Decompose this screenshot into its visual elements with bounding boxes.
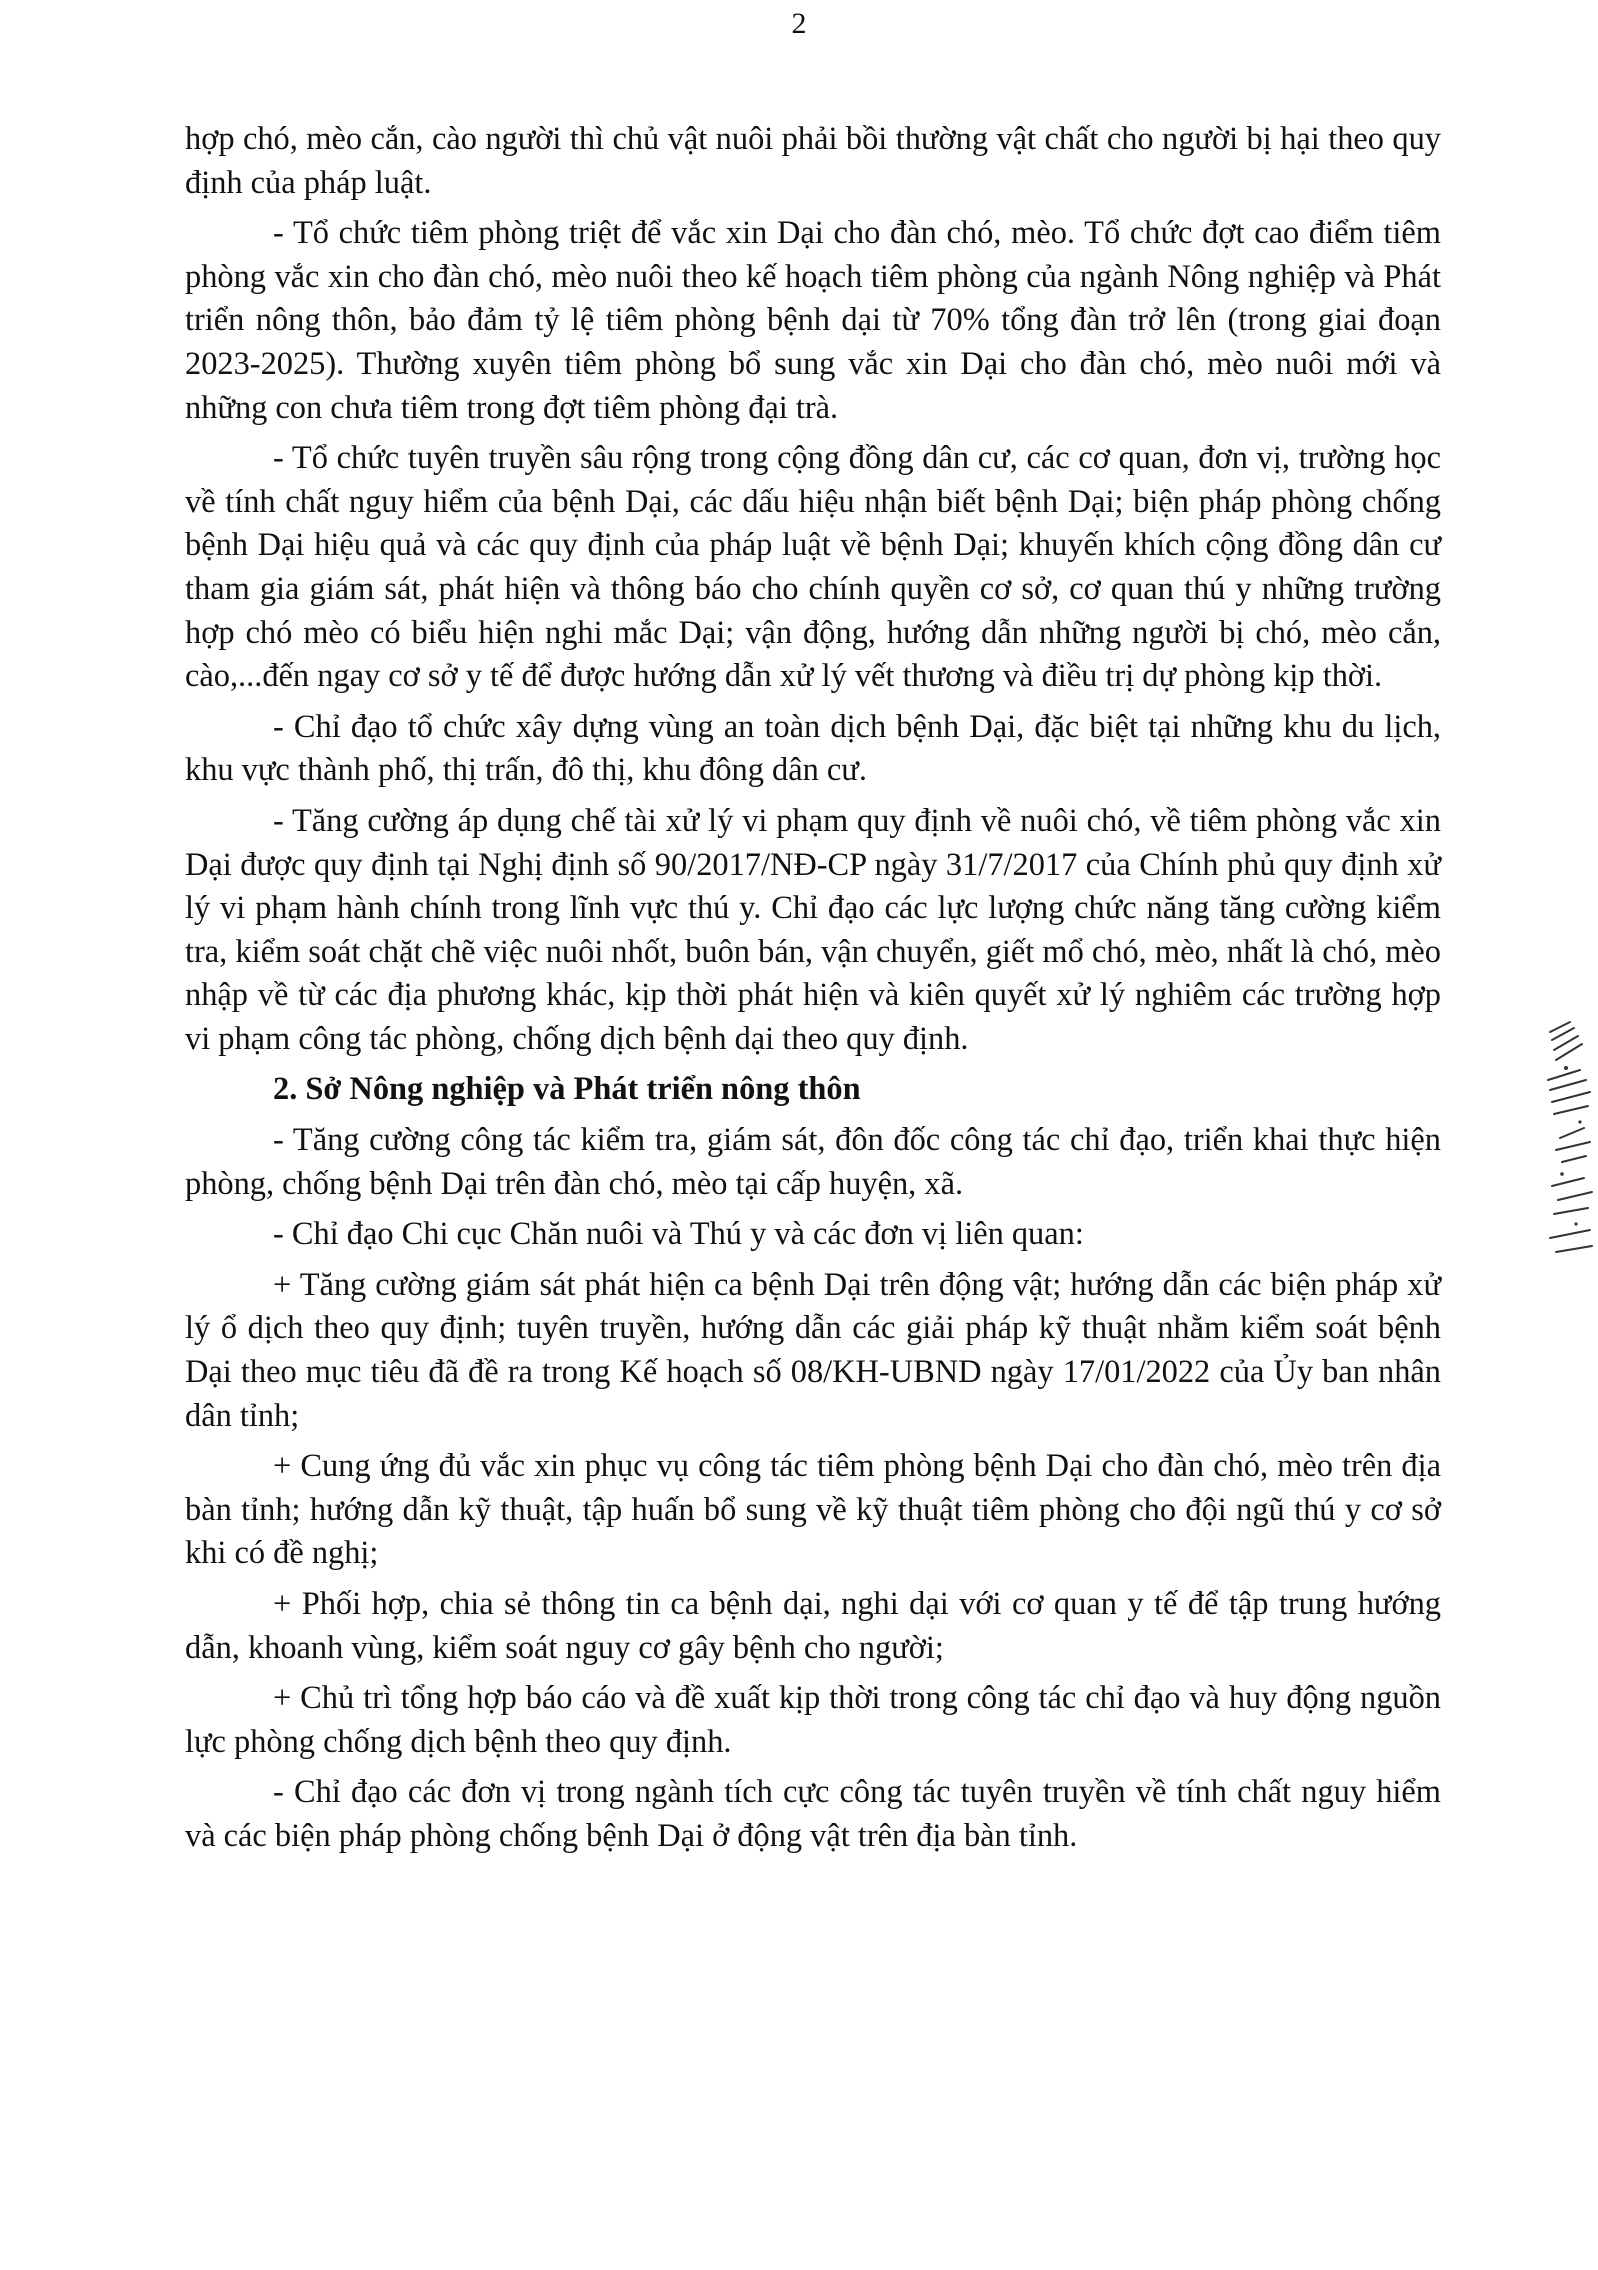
paragraph: hợp chó, mèo cắn, cào người thì chủ vật nuôi phải bồi thường vật chất cho người bị hại theo quy định của pháp luật. bbox=[185, 121, 1441, 201]
paragraph: - Tăng cường công tác kiểm tra, giám sát, đôn đốc công tác chỉ đạo, triển khai thực hiện phòng, chống bệnh Dại trên đàn chó, mèo tại cấp huyện, xã. bbox=[185, 1122, 1441, 1202]
page-number: 2 bbox=[791, 7, 807, 40]
document-body bbox=[185, 118, 1441, 1866]
paragraph: + Cung ứng đủ vắc xin phục vụ công tác tiêm phòng bệnh Dại cho đàn chó, mèo trên địa bàn tỉnh; hướng dẫn kỹ thuật, tập huấn bổ sung về kỹ thuật tiêm phòng cho đội ngũ thú y cơ sở khi có đề nghị; bbox=[185, 1448, 1441, 1572]
paragraph: - Chỉ đạo Chi cục Chăn nuôi và Thú y và các đơn vị liên quan: bbox=[273, 1216, 1084, 1253]
paragraph: + Phối hợp, chia sẻ thông tin ca bệnh dại, nghi dại với cơ quan y tế để tập trung hướng dẫn, khoanh vùng, kiểm soát nguy cơ gây bệnh cho người; bbox=[185, 1586, 1441, 1666]
paragraph: + Tăng cường giám sát phát hiện ca bệnh Dại trên động vật; hướng dẫn các biện pháp xử lý ổ dịch theo quy định; tuyên truyền, hướng dẫn các giải pháp kỹ thuật nhằm kiểm soát bệnh Dại theo mục tiêu đã đề ra trong Kế hoạch số 08/KH-UBND ngày 17/01/2022 của Ủy ban nhân dân tỉnh; bbox=[185, 1266, 1441, 1434]
paragraph: - Tổ chức tuyên truyền sâu rộng trong cộng đồng dân cư, các cơ quan, đơn vị, trường học về tính chất nguy hiểm của bệnh Dại, các dấu hiệu nhận biết bệnh Dại; biện pháp phòng chống bệnh Dại hiệu quả và các quy định của pháp luật về bệnh Dại; khuyến khích cộng đồng dân cư tham gia giám sát, phát hiện và thông báo cho chính quyền cơ sở, cơ quan thú y những trường hợp chó mèo có biểu hiện nghi mắc Dại; vận động, hướng dẫn những người bị chó, mèo cắn, cào,...đến ngay cơ sở y tế để được hướng dẫn xử lý vết thương và điều trị dự phòng kịp thời. bbox=[185, 440, 1441, 695]
paragraph: - Chỉ đạo các đơn vị trong ngành tích cực công tác tuyên truyền về tính chất nguy hiểm và các biện pháp phòng chống bệnh Dại ở động vật trên địa bàn tỉnh. bbox=[185, 1774, 1441, 1854]
paragraph: - Tăng cường áp dụng chế tài xử lý vi phạm quy định về nuôi chó, về tiêm phòng vắc xin Dại được quy định tại Nghị định số 90/2017/NĐ-CP ngày 31/7/2017 của Chính phủ quy định xử lý vi phạm hành chính trong lĩnh vực thú y. Chỉ đạo các lực lượng chức năng tăng cường kiểm tra, kiểm soát chặt chẽ việc nuôi nhốt, buôn bán, vận chuyển, giết mổ chó, mèo, nhất là chó, mèo nhập về từ các địa phương khác, kịp thời phát hiện và kiên quyết xử lý nghiêm các trường hợp vi phạm công tác phòng, chống dịch bệnh dại theo quy định. bbox=[185, 802, 1441, 1057]
paragraph: + Chủ trì tổng hợp báo cáo và đề xuất kịp thời trong công tác chỉ đạo và huy động nguồn lực phòng chống dịch bệnh theo quy định. bbox=[185, 1680, 1441, 1760]
seal-stamp-fragment bbox=[1540, 1010, 1596, 1270]
section-heading: 2. Sở Nông nghiệp và Phát triển nông thôn bbox=[273, 1071, 861, 1108]
paragraph: - Tổ chức tiêm phòng triệt để vắc xin Dại cho đàn chó, mèo. Tổ chức đợt cao điểm tiêm phòng vắc xin cho đàn chó, mèo nuôi theo kế hoạch tiêm phòng của ngành Nông nghiệp và Phát triển nông thôn, bảo đảm tỷ lệ tiêm phòng bệnh dại từ 70% tổng đàn trở lên (trong giai đoạn 2023-2025). Thường xuyên tiêm phòng bổ sung vắc xin Dại cho đàn chó, mèo nuôi mới và những con chưa tiêm trong đợt tiêm phòng đại trà. bbox=[185, 215, 1441, 426]
paragraph: - Chỉ đạo tổ chức xây dựng vùng an toàn dịch bệnh Dại, đặc biệt tại những khu du lịch, khu vực thành phố, thị trấn, đô thị, khu đông dân cư. bbox=[185, 708, 1441, 789]
